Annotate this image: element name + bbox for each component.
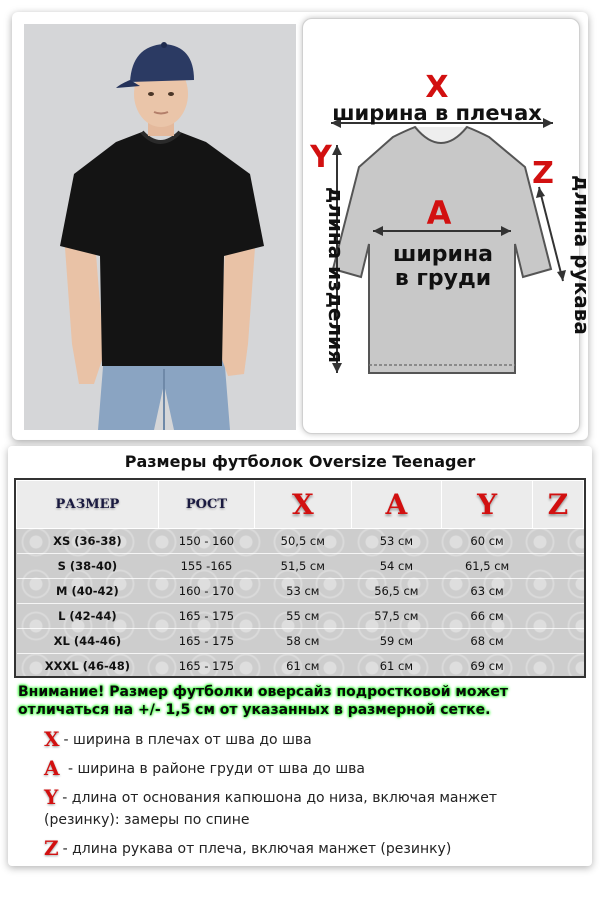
cell-height: 165 - 175: [158, 654, 254, 679]
cell-z: [532, 529, 583, 554]
legend-item-x: [44, 728, 574, 751]
cell-y: 61,5 см: [442, 554, 533, 579]
cell-a: 61 см: [351, 654, 442, 679]
cell-y: 69 см: [442, 654, 533, 679]
cell-x: 58 см: [255, 629, 351, 654]
cell-size: XXXL (46-48): [17, 654, 159, 679]
warning-line-2: отличаться на +/- 1,5 см от указанных в размерной сетке.: [18, 702, 491, 718]
diagram-label-x: ширина в плечах: [332, 101, 542, 125]
legend-item-a: [44, 757, 574, 780]
cell-size: M (40-42): [17, 579, 159, 604]
header-x: X: [255, 481, 351, 529]
cell-size: S (38-40): [17, 554, 159, 579]
legend-letter-z: Z: [44, 836, 59, 860]
cell-a: 53 см: [351, 529, 442, 554]
header-y: Y: [442, 481, 533, 529]
diagram-letter-z: Z: [532, 156, 554, 191]
cell-x: 51,5 см: [255, 554, 351, 579]
legend-text-z: - длина рукава от плеча, включая манжет (резинку): [62, 841, 452, 857]
cell-z: [532, 554, 583, 579]
legend-letter-y: Y: [44, 785, 59, 809]
warning-note: [18, 683, 588, 719]
legend-item-z: [44, 837, 574, 860]
cell-a: 57,5 см: [351, 604, 442, 629]
diagram-letter-a: A: [426, 194, 452, 232]
legend-letter-x: X: [44, 727, 60, 751]
cell-y: 63 см: [442, 579, 533, 604]
table-header-row: [17, 481, 584, 529]
cell-x: 61 см: [255, 654, 351, 679]
table-row: [17, 554, 584, 579]
cell-y: 68 см: [442, 629, 533, 654]
table-row: [17, 654, 584, 679]
header-size: РАЗМЕР: [17, 481, 159, 529]
header-z: Z: [532, 481, 583, 529]
cell-z: [532, 654, 583, 679]
cell-z: [532, 629, 583, 654]
table-row: [17, 529, 584, 554]
cell-y: 66 см: [442, 604, 533, 629]
cell-size: XL (44-46): [17, 629, 159, 654]
cell-x: 55 см: [255, 604, 351, 629]
model-illustration: [24, 24, 296, 430]
measurement-diagram: [302, 18, 594, 434]
cell-size: XS (36-38): [17, 529, 159, 554]
cell-z: [532, 579, 583, 604]
product-photo: [24, 24, 296, 430]
diagram-label-a-line2: в груди: [394, 266, 492, 291]
legend-letter-a: A: [44, 756, 60, 780]
table-row: [17, 604, 584, 629]
cell-size: L (42-44): [17, 604, 159, 629]
cell-x: 50,5 см: [255, 529, 351, 554]
cell-height: 150 - 160: [158, 529, 254, 554]
legend-text-y: - длина от основания капюшона до низа, включая манжет (резинку): замеры по спине: [44, 790, 498, 828]
cell-x: 53 см: [255, 579, 351, 604]
header-a: A: [351, 481, 442, 529]
warning-line-1: Внимание! Размер футболки оверсайз подростковой может: [18, 684, 509, 700]
cell-height: 160 - 170: [158, 579, 254, 604]
table-row: [17, 579, 584, 604]
header-height: РОСТ: [158, 481, 254, 529]
diagram-label-y: длина изделия: [324, 187, 348, 363]
cell-height: 165 - 175: [158, 604, 254, 629]
legend-text-x: - ширина в плечах от шва до шва: [63, 732, 312, 748]
cell-height: 155 -165: [158, 554, 254, 579]
diagram-label-z: длина рукава: [570, 175, 594, 335]
size-table: [14, 478, 586, 678]
diagram-letter-y: Y: [310, 140, 332, 175]
cell-z: [532, 604, 583, 629]
legend-text-a: - ширина в районе груди от шва до шва: [63, 761, 365, 777]
cell-a: 54 см: [351, 554, 442, 579]
cell-a: 56,5 см: [351, 579, 442, 604]
measurement-legend: [44, 728, 574, 866]
diagram-label-a-line1: ширина: [393, 242, 493, 267]
cell-a: 59 см: [351, 629, 442, 654]
diagram-letter-x: X: [425, 70, 449, 105]
cell-height: 165 - 175: [158, 629, 254, 654]
table-title: Размеры футболок Oversize Teenager: [124, 452, 476, 471]
legend-item-y: [44, 786, 574, 831]
cell-y: 60 см: [442, 529, 533, 554]
table-row: [17, 629, 584, 654]
